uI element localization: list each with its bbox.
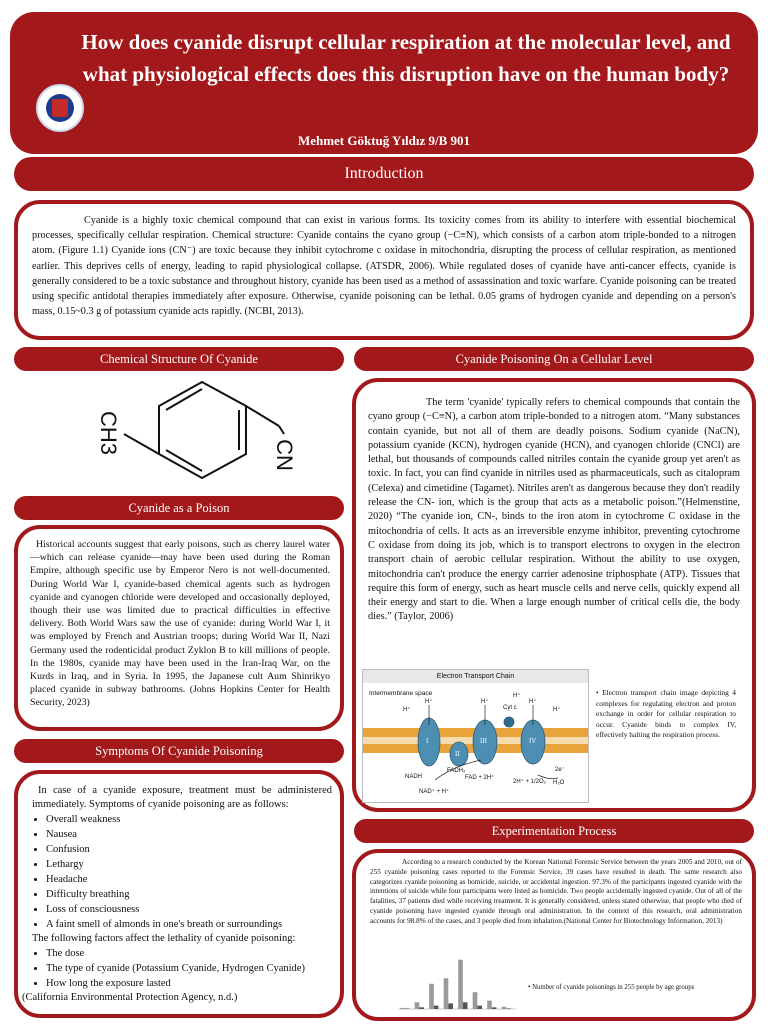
complex-ii-label: II [455, 750, 460, 758]
chart-bar [419, 1007, 424, 1009]
etc-caption-text: Electron transport chain image depicting 4 complexes for regulating electron and proton exchange in order for cellular respiration to occur. Cyanide binds to complex IV, effectively halting the respiration process. [596, 688, 736, 740]
introduction-heading-bar [14, 157, 754, 191]
etc-diagram [362, 669, 589, 803]
cellular-box [352, 378, 756, 812]
chart-caption: • Number of cyanide poisonings in 255 people by age groups [528, 984, 695, 991]
experiment-text: According to a research conducted by the Korean National Forensic Service between the years 2005 and 2010, out of 255 cyanide poisoning cases reported to the Forensic Service, 39 cases have resulted in death. The same research also categorizes cyanide poisoning as homicide, suicide, or accidental ingestion. 97.3% of the participants ingested cyanide with the intentions of suicide while four participants were listed as homicide. Two people accidentally ingested cyanide. Out of all of the fatalities, 37 patients died while receiving treatment. It is generally considered, unless stated otherwise, that people who died of cyanide poisoning have ingested cyanide through oral administration. In the context of this research, oral administration accounts for 98.8% of the cases, and 3 people died from inhalation.(National Center for Biotechnology Information, 2013) [370, 858, 742, 925]
chart-bar [405, 1008, 410, 1009]
experiment-heading: Experimentation Process [491, 823, 617, 838]
water-label: H₂O [553, 780, 565, 786]
electron-label: 2e⁻ [555, 767, 565, 773]
proton-label: H⁺ [553, 707, 561, 713]
symptoms-heading: Symptoms Of Cyanide Poisoning [95, 743, 263, 758]
experiment-heading-bar [354, 819, 754, 843]
complex-i-shape [418, 718, 440, 766]
nadh-label: NADH [405, 774, 423, 780]
intermembrane-label: Intermembrane space [369, 690, 433, 697]
factor-item: • The type of cyanide (Potassium Cyanide, Hydrogen Cyanide) [46, 961, 332, 976]
factor-item: • How long the exposure lasted [46, 976, 332, 991]
proton-label: H⁺ [403, 707, 411, 713]
chart-bar [458, 960, 463, 1009]
etc-diagram-title: Electron Transport Chain [436, 673, 515, 680]
experiment-box [352, 849, 756, 1021]
factor-item: • The dose [46, 946, 332, 961]
symptom-item: • Difficulty breathing [46, 887, 332, 902]
chart-bar [400, 1008, 405, 1009]
poison-heading-bar [14, 496, 344, 520]
nitrile-group-label: CN [271, 439, 297, 471]
symptom-item: • A faint smell of almonds in one's breath or surroundings [46, 917, 332, 932]
chart-bar [492, 1007, 497, 1009]
header-banner [10, 12, 758, 154]
cytochrome-c-shape [504, 717, 514, 727]
proton-label: H⁺ [425, 699, 433, 705]
factors-intro: The following factors affect the lethality of cyanide poisoning: [32, 933, 296, 944]
symptom-item: • Lethargy [46, 857, 332, 872]
chart-bar [487, 1001, 492, 1009]
poison-heading: Cyanide as a Poison [128, 500, 230, 515]
chemical-structure-heading: Chemical Structure Of Cyanide [100, 351, 258, 366]
poison-text: Historical accounts suggest that early poisons, such as cherry laurel water—which can release cyanide—may have been used during the Roman Empire, although specific use by Emperor Nero is not well-documented. During World War I, cyanide-based chemical agents such as hydrogen cyanide and cyanogen chloride were developed and occasionally deployed, though their use was limited due to practical difficulties in effective delivery. Both World Wars saw the use of cyanide: during World War I, it was employed by French and Austrian troops; during World War II, Nazi Germany used the rodenticidal product Zyklon B to kill millions of people. In the 1980s, cyanide may have been used in the Iran-Iraq War, on the Kurds in Iraq, and in Syria. In 1995, the Japanese cult Aum Shinrikyo placed cyanide in subway bathrooms. (Johns Hopkins Center for Health Security, 2023) [30, 539, 330, 709]
poison-box [14, 525, 344, 731]
chart-bar [506, 1008, 511, 1009]
chart-bar [434, 1006, 439, 1009]
introduction-box [14, 200, 754, 340]
oxygen-label: 2H⁺ + 1/2O₂ [513, 779, 547, 785]
methyl-group-label: CH3 [96, 410, 122, 456]
symptom-item: • Overall weakness [46, 812, 332, 827]
chart-bar [477, 1006, 482, 1009]
etc-caption: • Electron transport chain image depicting 4 complexes for regulating electron and proton exchange in order for cellular respiration to occur. Cyanide binds to complex IV, effectively halting the respiration process. [596, 688, 736, 740]
cellular-heading-bar [354, 347, 754, 371]
chart-bar [415, 1002, 420, 1009]
proton-label: H⁺ [513, 693, 521, 699]
complex-iv-label: IV [529, 737, 537, 745]
symptom-item: • Confusion [46, 842, 332, 857]
chart-bar [429, 984, 434, 1009]
cellular-text: The term 'cyanide' typically refers to chemical compounds that contain the cyano group (−C≡N), a carbon atom triple-bonded to a nitrogen atom. “Many substances contain cyanide, but not all of them are deadly poisons. Sodium cyanide (NaCN), potassium cyanide (KCN), hydrogen cyanide (HCN), and cyanogen chloride (CNCl) are lethal, but thousands of compounds called nitriles contain the cyanide group yet aren't as toxic. In fact, you can find cyanide in nitriles used as pharmaceuticals, such as citalopram (Celexa) and cimetidine (Tagamet). Nitriles aren't as dangerous because they don't readily release the CN- ion, which is the group that acts as a metabolic poison.”(Helmenstine, 2020) “The cyanide ion, CN-, binds to the iron atom in cytochrome C oxidase in the mitochondria of cells. It acts as an irreversible enzyme inhibitor, preventing cytochrome C oxidase from doing its job, which is to transport electrons to oxygen in the electron transport chain of aerobic cellular respiration. Without the ability to use oxygen, mitochondria can't produce the energy carrier adenosine triphosphate (ATP). Tissues that require this form of energy, such as heart muscle cells and nerve cells, quickly expend all their energy and start to die. When a large enough number of critical cells die, the body dies.” (Taylor, 2006) [368, 397, 740, 623]
chemical-structure-figure [14, 372, 344, 490]
poster-author: Mehmet Göktuğ Yıldız 9/B 901 [297, 133, 471, 148]
symptom-item: • Nausea [46, 827, 332, 842]
symptoms-citation: (California Environmental Protection Agency, n.d.) [22, 992, 238, 1003]
introduction-heading: Introduction [344, 165, 424, 182]
benzyl-cyanide-structure [14, 372, 344, 490]
cellular-heading: Cyanide Poisoning On a Cellular Level [455, 351, 653, 366]
chart-bar [448, 1003, 453, 1009]
proton-label: H⁺ [529, 699, 537, 705]
symptoms-heading-bar [14, 739, 344, 763]
poster-title: How does cyanide disrupt cellular respiration at the molecular level, and what physiological effects does this disruption have on the human body? [81, 30, 731, 86]
chart-bar [463, 1002, 468, 1009]
symptoms-list [32, 812, 332, 932]
factors-list [32, 946, 332, 991]
fad-label: FAD + 2H⁺ [465, 775, 495, 781]
symptoms-box [14, 770, 344, 1018]
chart-bar [473, 992, 478, 1009]
cyt-c-label: Cyt c [503, 705, 517, 711]
symptom-item: • Headache [46, 872, 332, 887]
complex-i-label: I [426, 737, 429, 745]
chart-bar [502, 1007, 507, 1009]
age-group-bar-chart [390, 949, 520, 1017]
chart-caption-text: Number of cyanide poisonings in 255 people by age groups [532, 984, 695, 991]
chemical-structure-heading-bar [14, 347, 344, 371]
proton-label: H⁺ [481, 699, 489, 705]
symptom-item: • Loss of consciousness [46, 902, 332, 917]
introduction-text: Cyanide is a highly toxic chemical compound that can exist in various forms. Its toxicity comes from its ability to interfere with essential biochemical processes, specifically cellular respiration. Chemical structure: Cyanide contains the cyano group (−C≡N), which consists of a carbon atom triple-bonded to a nitrogen atom. (Figure 1.1) Cyanide ions (CN⁻) are toxic because they inhibit cytochrome c oxidase in mitochondria, disrupting the process of cellular respiration, as mentioned earlier. This deprives cells of energy, leading to rapid physiological collapse. (ATSDR, 2006). While regulated doses of cyanide have anti-cancer effects, cyanide is generally considered to be a toxic substance and throughout history, cyanide has been used as a method of assassination and toxic warfare. Cyanide poisoning can be treated using specific antidotal therapies immediately after exposure. Otherwise, cyanide poisoning can be lethal. 0.05 grams of hydrogen cyanide and depending on a person's mass, 0.15~0.3 g of potassium cyanide acts rapidly. (NCBI, 2013). [32, 215, 736, 318]
chart-bar [444, 978, 449, 1009]
fadh2-label: FADH₂ [447, 768, 466, 774]
symptoms-intro: In case of a cyanide exposure, treatment must be administered immediately. Symptoms of cyanide poisoning are as follows: [32, 785, 332, 810]
nad-label: NAD⁺ + H⁺ [419, 789, 450, 795]
school-logo [36, 84, 84, 132]
complex-iii-label: III [480, 737, 487, 745]
